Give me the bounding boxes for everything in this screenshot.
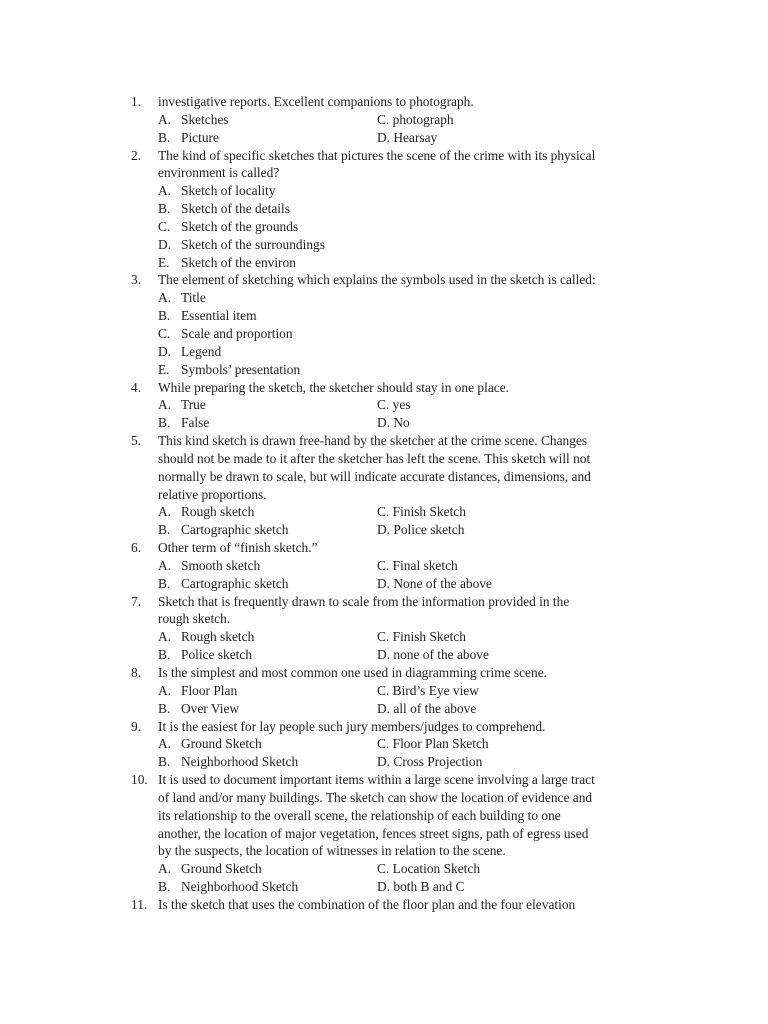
- answer-option: [377, 646, 489, 664]
- option-letter: B.: [158, 308, 171, 324]
- option-row: [0, 307, 768, 325]
- option-letter: A.: [158, 397, 172, 413]
- answer-option: [377, 414, 410, 432]
- question-text: Sketch that is frequently drawn to scale from the information provided in the: [158, 593, 570, 609]
- answer-option: [158, 129, 219, 147]
- question-text: by the suspects, the location of witnesses in relation to the scene.: [158, 843, 506, 859]
- option-row: [0, 503, 768, 521]
- option-letter: C.: [377, 736, 390, 752]
- answer-option: [377, 753, 482, 771]
- option-letter: C.: [158, 325, 171, 341]
- option-letter: B.: [158, 879, 171, 895]
- question-continuation-line: [0, 789, 768, 807]
- option-letter: D.: [377, 575, 391, 591]
- option-letter: A.: [158, 290, 172, 306]
- answer-option: [158, 182, 275, 200]
- question-text: It is the easiest for lay people such jury members/judges to comprehend.: [158, 718, 546, 734]
- option-row: [0, 361, 768, 379]
- answer-option: [158, 735, 262, 753]
- option-letter: D.: [377, 754, 391, 770]
- option-row: [0, 628, 768, 646]
- option-text: Smooth sketch: [181, 557, 261, 573]
- option-text: Ground Sketch: [181, 736, 262, 752]
- answer-option: [158, 111, 229, 129]
- question-text: should not be made to it after the sketcher has left the scene. This sketch will not: [158, 450, 591, 466]
- option-letter: D.: [377, 129, 391, 145]
- question-item: [0, 718, 768, 772]
- option-text: Location Sketch: [392, 861, 481, 877]
- option-row: [0, 325, 768, 343]
- question-text: Is the sketch that uses the combination of the floor plan and the four elevation: [158, 896, 576, 912]
- option-letter: D.: [377, 879, 391, 895]
- option-row: [0, 236, 768, 254]
- option-text: Police sketch: [393, 522, 465, 538]
- option-text: photograph: [392, 111, 454, 127]
- option-text: Picture: [181, 129, 219, 145]
- question-text: Is the simplest and most common one used in diagramming crime scene.: [158, 665, 547, 680]
- answer-option: [158, 325, 293, 343]
- question-line: [0, 147, 768, 165]
- question-number: 3.: [131, 272, 142, 288]
- option-text: Cartographic sketch: [181, 575, 289, 591]
- option-text: Floor Plan: [181, 682, 238, 698]
- question-continuation-line: [0, 842, 768, 860]
- option-row: [0, 414, 768, 432]
- option-text: Sketches: [181, 111, 229, 127]
- answer-option: [158, 361, 300, 379]
- option-text: Hearsay: [393, 129, 438, 145]
- option-text: True: [181, 397, 206, 413]
- answer-option: [158, 860, 262, 878]
- option-text: Sketch of the details: [181, 201, 290, 217]
- question-item: [0, 432, 768, 539]
- question-text: its relationship to the overall scene, the relationship of each building to one: [158, 807, 561, 823]
- question-item: [0, 271, 768, 378]
- answer-option: [377, 628, 466, 646]
- question-item: [0, 379, 768, 433]
- option-text: Over View: [181, 700, 240, 716]
- option-letter: A.: [158, 183, 172, 199]
- option-text: none of the above: [393, 647, 489, 663]
- option-text: yes: [392, 397, 411, 413]
- question-item: [0, 539, 768, 593]
- option-letter: D.: [158, 343, 172, 359]
- option-text: Sketch of locality: [181, 183, 276, 199]
- answer-option: [377, 575, 492, 593]
- question-line: [0, 93, 768, 111]
- question-list: [0, 93, 768, 914]
- option-letter: B.: [158, 201, 171, 217]
- option-row: [0, 753, 768, 771]
- option-text: Neighborhood Sketch: [181, 754, 299, 770]
- answer-option: [377, 396, 411, 414]
- option-letter: B.: [158, 522, 171, 538]
- option-text: Symbols’ presentation: [181, 361, 301, 377]
- option-row: [0, 735, 768, 753]
- question-continuation-line: [0, 825, 768, 843]
- answer-option: [158, 236, 325, 254]
- question-text: environment is called?: [158, 165, 280, 181]
- option-letter: B.: [158, 415, 171, 431]
- question-text: rough sketch.: [158, 611, 231, 627]
- question-item: [0, 896, 768, 914]
- option-letter: B.: [158, 700, 171, 716]
- option-text: Sketch of the surroundings: [181, 236, 325, 252]
- answer-option: [158, 628, 254, 646]
- question-item: [0, 93, 768, 147]
- option-text: Final sketch: [392, 557, 458, 573]
- option-letter: C.: [377, 861, 390, 877]
- option-letter: D.: [377, 522, 391, 538]
- option-text: Scale and proportion: [181, 325, 293, 341]
- option-text: Cross Projection: [393, 754, 483, 770]
- option-text: Essential item: [181, 308, 257, 324]
- question-continuation-line: [0, 450, 768, 468]
- answer-option: [158, 753, 298, 771]
- option-text: Rough sketch: [181, 504, 255, 520]
- question-text: This kind sketch is drawn free-hand by the sketcher at the crime scene. Changes: [158, 433, 588, 449]
- option-text: both B and C: [393, 879, 465, 895]
- option-row: [0, 289, 768, 307]
- option-row: [0, 860, 768, 878]
- option-letter: D.: [158, 236, 172, 252]
- option-row: [0, 575, 768, 593]
- answer-option: [158, 503, 254, 521]
- question-number: 7.: [131, 593, 142, 609]
- option-letter: E.: [158, 254, 170, 270]
- option-text: Sketch of the environ: [181, 254, 296, 270]
- answer-option: [158, 557, 260, 575]
- option-letter: A.: [158, 504, 172, 520]
- answer-option: [158, 343, 221, 361]
- answer-option: [377, 521, 464, 539]
- option-letter: B.: [158, 647, 171, 663]
- question-text: Other term of “finish sketch.”: [158, 540, 318, 556]
- option-letter: B.: [158, 575, 171, 591]
- answer-option: [158, 646, 252, 664]
- option-letter: C.: [377, 504, 390, 520]
- option-row: [0, 129, 768, 147]
- question-line: [0, 664, 768, 682]
- question-text: investigative reports. Excellent companions to photograph.: [158, 94, 474, 109]
- question-item: [0, 147, 768, 272]
- question-line: [0, 379, 768, 397]
- option-row: [0, 700, 768, 718]
- answer-option: [377, 129, 437, 147]
- answer-option: [377, 503, 466, 521]
- question-number: 1.: [131, 94, 142, 109]
- question-number: 6.: [131, 540, 142, 556]
- option-row: [0, 218, 768, 236]
- option-text: Sketch of the grounds: [181, 218, 299, 234]
- question-line: [0, 771, 768, 789]
- question-number: 4.: [131, 379, 142, 395]
- question-number: 9.: [131, 718, 142, 734]
- question-line: [0, 539, 768, 557]
- option-letter: D.: [377, 700, 391, 716]
- option-text: No: [393, 415, 410, 431]
- answer-option: [158, 200, 290, 218]
- option-letter: E.: [158, 361, 170, 377]
- option-letter: C.: [377, 397, 390, 413]
- question-continuation-line: [0, 468, 768, 486]
- option-row: [0, 200, 768, 218]
- option-text: all of the above: [393, 700, 477, 716]
- option-text: Police sketch: [181, 647, 253, 663]
- answer-option: [377, 111, 454, 129]
- option-row: [0, 254, 768, 272]
- answer-option: [377, 557, 458, 575]
- option-text: Title: [181, 290, 206, 306]
- option-letter: C.: [377, 629, 390, 645]
- answer-option: [158, 396, 206, 414]
- option-letter: A.: [158, 682, 172, 698]
- question-number: 5.: [131, 433, 142, 449]
- question-continuation-line: [0, 164, 768, 182]
- option-letter: D.: [377, 647, 391, 663]
- option-text: Finish Sketch: [392, 504, 466, 520]
- question-item: [0, 664, 768, 718]
- question-number: 8.: [131, 665, 142, 680]
- answer-option: [158, 254, 296, 272]
- option-row: [0, 682, 768, 700]
- option-letter: C.: [377, 557, 390, 573]
- question-number: 10.: [131, 772, 148, 788]
- option-row: [0, 111, 768, 129]
- question-text: The kind of specific sketches that pictures the scene of the crime with its physical: [158, 147, 596, 163]
- question-item: [0, 771, 768, 896]
- answer-option: [377, 860, 480, 878]
- question-text: normally be drawn to scale, but will indicate accurate distances, dimensions, and: [158, 468, 591, 484]
- option-row: [0, 646, 768, 664]
- answer-option: [158, 682, 237, 700]
- option-text: Floor Plan Sketch: [392, 736, 489, 752]
- option-text: Ground Sketch: [181, 861, 262, 877]
- question-line: [0, 593, 768, 611]
- answer-option: [158, 575, 288, 593]
- option-text: Finish Sketch: [392, 629, 466, 645]
- answer-option: [377, 682, 479, 700]
- option-letter: B.: [158, 754, 171, 770]
- option-text: False: [181, 415, 210, 431]
- question-number: 11.: [131, 896, 148, 912]
- option-text: Bird’s Eye view: [392, 682, 479, 698]
- answer-option: [158, 414, 209, 432]
- option-letter: A.: [158, 557, 172, 573]
- option-text: Rough sketch: [181, 629, 255, 645]
- answer-option: [158, 289, 206, 307]
- question-line: [0, 896, 768, 914]
- option-letter: A.: [158, 736, 172, 752]
- option-text: Cartographic sketch: [181, 522, 289, 538]
- answer-option: [377, 735, 489, 753]
- option-letter: C.: [377, 682, 390, 698]
- question-line: [0, 432, 768, 450]
- option-letter: A.: [158, 111, 172, 127]
- question-continuation-line: [0, 486, 768, 504]
- answer-option: [158, 700, 239, 718]
- question-item: [0, 593, 768, 664]
- question-number: 2.: [131, 147, 142, 163]
- option-letter: C.: [377, 111, 390, 127]
- question-text: another, the location of major vegetation, fences street signs, path of egress used: [158, 825, 589, 841]
- question-line: [0, 271, 768, 289]
- option-row: [0, 396, 768, 414]
- option-text: Neighborhood Sketch: [181, 879, 299, 895]
- question-text: of land and/or many buildings. The sketch can show the location of evidence and: [158, 789, 593, 805]
- question-line: [0, 718, 768, 736]
- option-row: [0, 182, 768, 200]
- option-text: None of the above: [393, 575, 492, 591]
- question-text: It is used to document important items within a large scene involving a large tract: [158, 772, 595, 788]
- answer-option: [158, 307, 257, 325]
- answer-option: [377, 700, 476, 718]
- option-text: Legend: [181, 343, 222, 359]
- option-letter: C.: [158, 218, 171, 234]
- answer-option: [158, 521, 288, 539]
- question-text: While preparing the sketch, the sketcher should stay in one place.: [158, 379, 510, 395]
- option-letter: B.: [158, 129, 171, 145]
- option-row: [0, 343, 768, 361]
- option-letter: A.: [158, 629, 172, 645]
- answer-option: [158, 218, 298, 236]
- option-row: [0, 878, 768, 896]
- option-letter: A.: [158, 861, 172, 877]
- option-row: [0, 521, 768, 539]
- question-text: The element of sketching which explains the symbols used in the sketch is called:: [158, 272, 596, 288]
- question-continuation-line: [0, 610, 768, 628]
- answer-option: [158, 878, 298, 896]
- question-continuation-line: [0, 807, 768, 825]
- answer-option: [377, 878, 464, 896]
- question-text: relative proportions.: [158, 486, 267, 502]
- option-row: [0, 557, 768, 575]
- option-letter: D.: [377, 415, 391, 431]
